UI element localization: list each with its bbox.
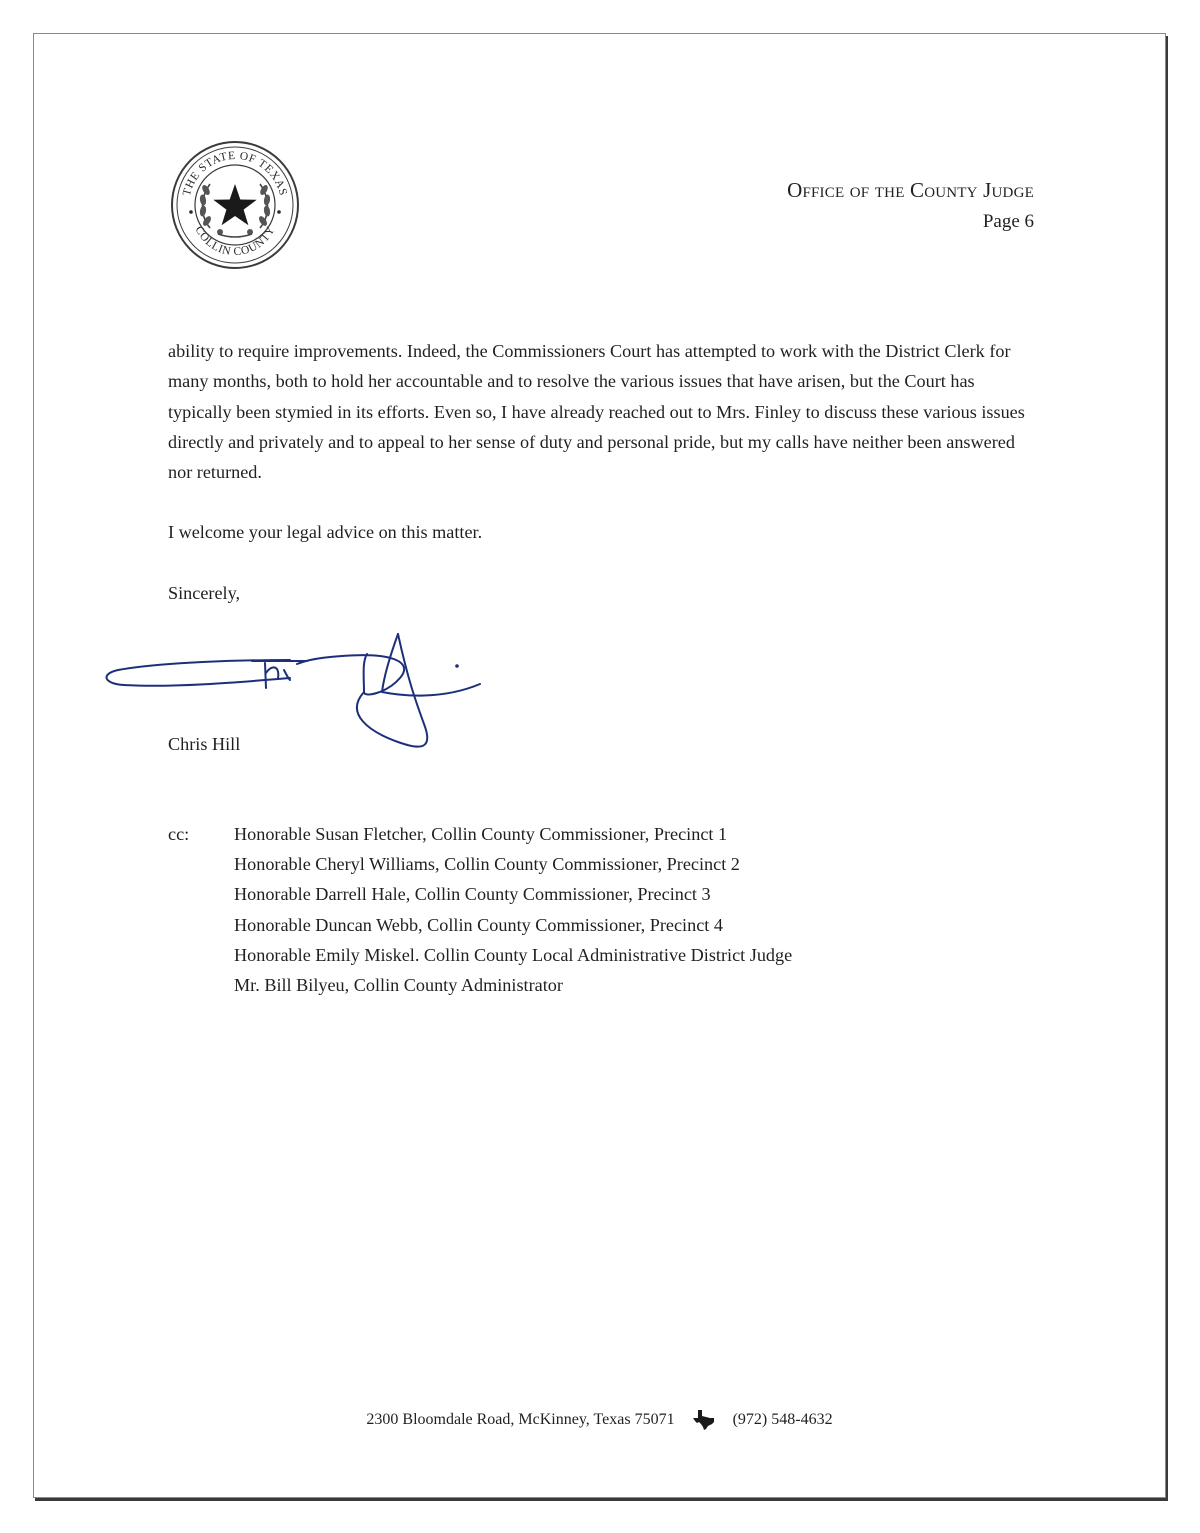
- letter-header: [787, 175, 1034, 237]
- cc-recipient: Mr. Bill Bilyeu, Collin County Administrator: [234, 975, 563, 996]
- cc-recipient: Honorable Susan Fletcher, Collin County Commissioner, Precinct 1: [234, 824, 728, 844]
- letter-footer: [34, 1410, 1165, 1430]
- footer-address: 2300 Bloomdale Road, McKinney, Texas 75071: [366, 1411, 675, 1428]
- page-number: Page 6: [982, 211, 1034, 232]
- closing-salutation: Sincerely,: [168, 582, 241, 603]
- county-seal-icon: [170, 140, 300, 270]
- svg-text:COLLIN COUNTY: [193, 224, 278, 258]
- letter-body: [168, 336, 1038, 608]
- texas-state-icon: [693, 1410, 715, 1430]
- footer-phone: (972) 548-4632: [732, 1411, 833, 1428]
- cc-recipient: Honorable Duncan Webb, Collin County Commissioner, Precinct 4: [234, 914, 723, 935]
- cc-recipient: Honorable Cheryl Williams, Collin County Commissioner, Precinct 2: [234, 854, 740, 875]
- signer-name: Chris Hill: [168, 734, 241, 754]
- body-paragraph: ability to require improvements. Indeed, the Commissioners Court has attempted to work with the District Clerk for many months, both to hold her accountable and to resolve the various issues that have arisen, but the Court has typically been stymied in its efforts. Even so, I have already reached out to Mrs. Finley to discuss these various issues directly and privately and to appeal to her sense of duty and personal pride, but my calls have neither been answered nor returned.: [168, 341, 1025, 483]
- seal-top-text: THE STATE OF TEXAS: [180, 149, 290, 198]
- cc-recipient: Honorable Darrell Hale, Collin County Commissioner, Precinct 3: [234, 884, 711, 905]
- cc-recipient: Honorable Emily Miskel. Collin County Local Administrative District Judge: [234, 944, 793, 965]
- body-paragraph: I welcome your legal advice on this matter.: [168, 522, 483, 543]
- seal-bottom-text: COLLIN COUNTY: [192, 224, 278, 259]
- office-title: Office of the County Judge: [787, 178, 1034, 202]
- cc-label: cc:: [168, 824, 190, 844]
- cc-recipient-list: [234, 819, 792, 1000]
- handwritten-signature: [102, 618, 492, 748]
- letter-page: [33, 33, 1166, 1498]
